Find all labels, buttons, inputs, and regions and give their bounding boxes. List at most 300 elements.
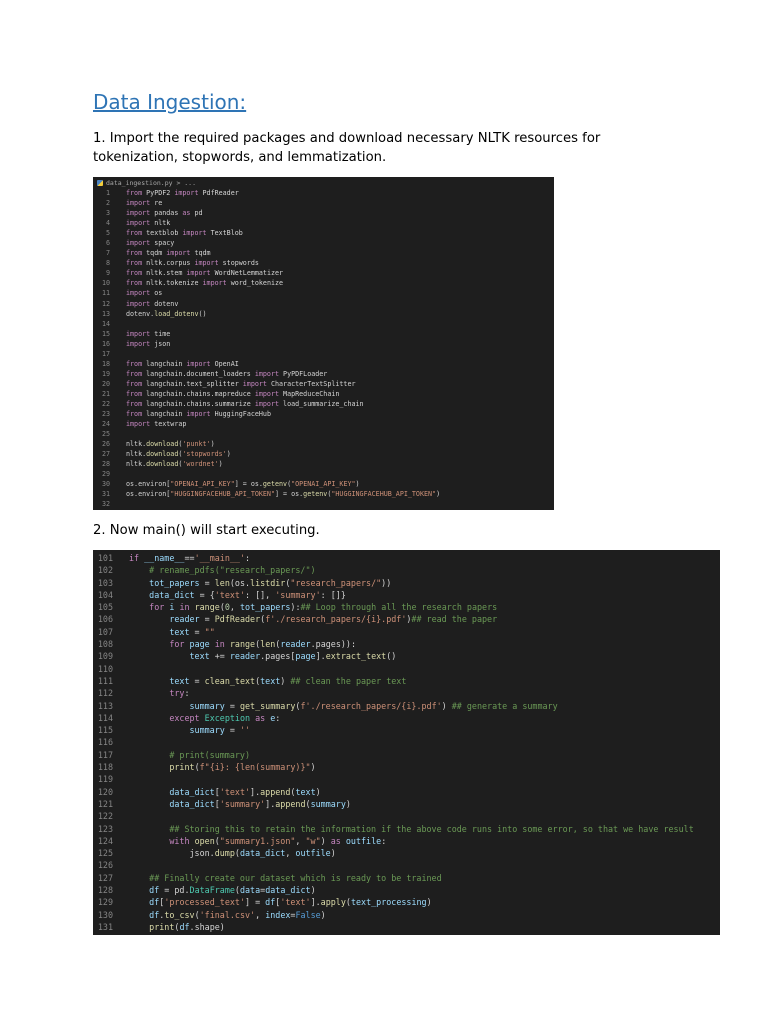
- code-token: (: [219, 602, 225, 613]
- code-text: [129, 613, 497, 625]
- line-number: 2: [105, 199, 110, 208]
- line-number: 8: [105, 259, 110, 268]
- code-token: '': [239, 725, 251, 736]
- code-token: [129, 910, 149, 920]
- line-number: 120: [97, 786, 113, 797]
- code-line: [93, 499, 554, 509]
- code-token: os: [150, 289, 163, 298]
- code-token: clean_text: [204, 675, 256, 686]
- line-number: 123: [97, 823, 113, 834]
- code-token: ] =: [245, 897, 266, 908]
- code-token: langchain.text_splitter: [142, 379, 243, 388]
- code-token: ): [426, 897, 432, 908]
- line-number: 15: [101, 329, 110, 338]
- code-text: [129, 798, 351, 810]
- code-token: ): [218, 460, 223, 469]
- code-token: open: [194, 835, 215, 846]
- code-token: index: [265, 909, 291, 920]
- line-number: 129: [97, 897, 113, 908]
- code-token: from: [126, 389, 143, 398]
- code-token: [129, 688, 169, 698]
- code-token: ].: [265, 798, 276, 809]
- code-token: = pd.: [159, 885, 190, 896]
- code-text: [129, 909, 326, 921]
- code-screenshot-imports: [93, 177, 554, 510]
- code-token: i: [169, 602, 175, 613]
- line-number: 116: [97, 737, 113, 748]
- code-line: [93, 909, 720, 921]
- code-token: import: [126, 239, 151, 248]
- code-line: [93, 319, 554, 329]
- code-text: [126, 359, 239, 369]
- code-token: (: [178, 450, 183, 459]
- code-token: from: [126, 359, 143, 368]
- code-line: [93, 359, 554, 369]
- code-token: text: [295, 786, 316, 797]
- code-token: nltk.stem: [142, 269, 187, 278]
- code-token: OpenAI: [210, 359, 239, 368]
- code-text: [126, 309, 207, 319]
- code-token: import: [254, 399, 280, 408]
- code-token: PyPDF2: [142, 189, 175, 197]
- code-token: f"{i}: {len(summary)}": [199, 762, 311, 773]
- code-text: [126, 479, 360, 489]
- code-text: [129, 872, 442, 884]
- code-token: apply: [320, 897, 346, 908]
- code-token: (: [255, 639, 261, 650]
- code-line: [93, 626, 720, 638]
- code-token: ] = os.: [274, 490, 304, 499]
- code-token: PdfReader: [214, 614, 261, 625]
- code-text: [129, 675, 406, 687]
- code-line: [93, 329, 554, 339]
- code-line: [93, 847, 720, 859]
- code-token: ): [320, 835, 331, 846]
- code-token: "HUGGINGFACEHUB_API_TOKEN": [170, 490, 275, 499]
- line-number: 32: [101, 500, 110, 509]
- code-token: in: [179, 602, 190, 613]
- code-token: pd: [190, 209, 203, 218]
- code-token: =: [224, 725, 240, 736]
- code-token: 'text': [219, 786, 251, 797]
- line-number: 121: [97, 798, 113, 809]
- code-token: (: [178, 440, 183, 449]
- line-number: 7: [105, 249, 110, 258]
- code-line: [93, 188, 554, 198]
- code-line: [93, 736, 720, 748]
- line-number: 6: [105, 239, 110, 248]
- code-token: (: [295, 700, 301, 711]
- line-number: 104: [97, 589, 113, 600]
- code-text: [126, 379, 356, 389]
- code-token: 'text': [280, 897, 311, 908]
- code-token: : [],: [245, 589, 276, 600]
- code-line: [93, 429, 554, 439]
- code-text: [126, 248, 211, 258]
- code-token: [129, 676, 169, 686]
- code-token: import: [254, 369, 280, 378]
- code-token: ): [226, 450, 231, 459]
- code-token: [129, 578, 149, 588]
- code-token: ): [436, 490, 441, 499]
- code-token: __name__: [144, 553, 185, 563]
- code-token: "HUGGINGFACEHUB_API_TOKEN": [331, 490, 437, 499]
- code-token: getenv: [303, 490, 328, 499]
- line-number: 31: [101, 490, 110, 499]
- code-token: MapReduceChain: [279, 389, 340, 398]
- line-number: 26: [101, 440, 110, 449]
- code-token: (: [290, 786, 296, 797]
- code-token: 'summary': [219, 798, 266, 809]
- code-token: import: [186, 269, 211, 278]
- line-number: 128: [97, 885, 113, 896]
- code-text: [126, 459, 223, 469]
- code-token: import: [126, 420, 151, 429]
- code-token: =: [199, 614, 215, 625]
- line-number: 17: [101, 349, 110, 358]
- code-token: load_summarize_chain: [279, 399, 364, 408]
- code-token: [129, 565, 149, 575]
- code-line: [93, 208, 554, 218]
- code-token: get_summary: [239, 700, 296, 711]
- code-line: [93, 439, 554, 449]
- code-token: langchain: [142, 359, 187, 368]
- code-token: (: [255, 675, 261, 686]
- code-token: reader: [169, 614, 200, 625]
- line-number: 130: [97, 909, 113, 920]
- code-text: [129, 786, 321, 798]
- line-number: 21: [101, 389, 110, 398]
- code-line: [93, 248, 554, 258]
- line-number: 111: [97, 675, 113, 686]
- code-token: stopwords: [218, 259, 259, 268]
- code-line: [93, 278, 554, 288]
- code-token: [129, 614, 169, 624]
- code-token: import: [126, 299, 151, 308]
- code-token: from: [126, 369, 143, 378]
- code-line: [93, 309, 554, 319]
- code-token: (: [260, 614, 266, 625]
- code-lines: [93, 552, 720, 933]
- code-token: ): [310, 885, 316, 896]
- code-token: False: [295, 909, 321, 920]
- code-text: [129, 700, 558, 712]
- code-text: [126, 288, 162, 298]
- code-token: langchain: [142, 410, 187, 419]
- step-2-text: 2. Now main() will start executing.: [93, 523, 320, 538]
- code-token: nltk: [150, 219, 171, 228]
- python-file-icon: [97, 180, 103, 186]
- code-text: [129, 835, 386, 847]
- code-line: [93, 675, 720, 687]
- line-number: 18: [101, 359, 110, 368]
- code-token: summary: [310, 798, 346, 809]
- code-token: extract_text: [325, 651, 387, 662]
- code-token: import: [242, 379, 267, 388]
- code-token: ): [315, 786, 321, 797]
- code-text: [129, 749, 250, 761]
- code-line: [93, 761, 720, 773]
- line-number: 3: [105, 209, 110, 218]
- code-line: [93, 419, 554, 429]
- code-token: "research_papers/": [290, 577, 382, 588]
- code-token: (): [198, 309, 207, 318]
- code-text: [129, 638, 356, 650]
- code-token: ## generate a summary: [451, 700, 558, 711]
- code-token: = {: [194, 589, 215, 600]
- code-token: df: [265, 897, 276, 908]
- code-text: [129, 601, 497, 613]
- code-line: [93, 238, 554, 248]
- code-token: in: [214, 639, 225, 650]
- code-line: [93, 896, 720, 908]
- code-line: [93, 489, 554, 499]
- code-text: [129, 564, 316, 576]
- code-line: [93, 389, 554, 399]
- code-token: CharacterTextSplitter: [266, 379, 356, 388]
- code-token: ,: [295, 835, 306, 846]
- code-token: import: [202, 279, 227, 288]
- line-number: 124: [97, 835, 113, 846]
- line-number: 109: [97, 651, 113, 662]
- code-token: reader: [229, 651, 261, 662]
- code-token: 'final.csv': [199, 909, 256, 920]
- code-token: (: [234, 885, 240, 896]
- code-token: [129, 836, 169, 846]
- code-token: data_dict: [149, 589, 195, 600]
- code-text: [129, 847, 336, 859]
- code-token: WordNetLemmatizer: [210, 269, 284, 278]
- code-token: langchain.document_loaders: [142, 369, 255, 378]
- code-token: download: [146, 460, 179, 469]
- line-number: 14: [101, 319, 110, 328]
- line-number: 22: [101, 399, 110, 408]
- code-token: =: [189, 675, 205, 686]
- code-text: [129, 724, 250, 736]
- code-token: # rename_pdfs("research_papers/"): [149, 565, 316, 576]
- line-number: 5: [105, 229, 110, 238]
- code-token: (: [287, 480, 292, 489]
- code-token: append: [275, 798, 306, 809]
- code-token: PyPDFLoader: [279, 369, 328, 378]
- code-token: for: [169, 639, 185, 650]
- code-token: [129, 701, 190, 711]
- code-token: ): [406, 614, 412, 625]
- code-token: import: [186, 410, 211, 419]
- code-token: (: [285, 577, 291, 588]
- code-line: [93, 638, 720, 650]
- line-number: 106: [97, 614, 113, 625]
- line-number: 115: [97, 725, 113, 736]
- code-token: load_dotenv: [154, 309, 199, 318]
- code-token: import: [126, 199, 151, 208]
- line-number: 16: [101, 339, 110, 348]
- code-token: to_csv: [164, 909, 195, 920]
- line-number: 24: [101, 420, 110, 429]
- code-text: [126, 228, 243, 238]
- code-line: [93, 823, 720, 835]
- code-token: [129, 873, 149, 883]
- code-token: for: [149, 602, 165, 613]
- code-token: import: [126, 289, 151, 298]
- code-token: [129, 602, 149, 612]
- code-token: dump: [214, 848, 235, 859]
- line-number: 29: [101, 470, 110, 479]
- code-token: =: [290, 909, 296, 920]
- code-token: "summary1.json": [219, 835, 296, 846]
- code-token: '__main__': [194, 553, 245, 563]
- code-token: "": [204, 626, 215, 637]
- code-text: [129, 921, 225, 933]
- code-text: [126, 238, 174, 248]
- code-text: [129, 589, 346, 601]
- code-token: [: [214, 786, 220, 797]
- code-text: [126, 329, 170, 339]
- code-line: [93, 884, 720, 896]
- code-line: [93, 577, 720, 589]
- code-token: [129, 639, 169, 649]
- code-token: ## read the paper: [411, 614, 498, 625]
- code-token: ): [441, 700, 452, 711]
- code-text: [129, 761, 316, 773]
- code-text: [129, 626, 215, 638]
- line-number: 11: [101, 289, 110, 298]
- code-token: from: [126, 379, 143, 388]
- code-token: import: [182, 229, 207, 238]
- line-number: 10: [101, 279, 110, 288]
- code-token: (: [214, 835, 220, 846]
- code-token: [129, 897, 149, 907]
- code-token: df: [149, 885, 160, 896]
- code-token: [129, 651, 190, 661]
- code-token: data_dict: [169, 798, 215, 809]
- code-token: [129, 824, 169, 834]
- line-number: 28: [101, 460, 110, 469]
- line-number: 110: [97, 663, 113, 674]
- code-token: text: [169, 675, 190, 686]
- code-token: len: [260, 639, 276, 650]
- code-token: as: [330, 835, 341, 846]
- line-number: 4: [105, 219, 110, 228]
- code-line: [93, 299, 554, 309]
- code-token: ,: [229, 602, 240, 613]
- code-token: )): [381, 577, 392, 588]
- code-token: 'stopwords': [182, 450, 227, 459]
- code-text: [126, 389, 339, 399]
- code-text: [126, 268, 283, 278]
- line-number: 107: [97, 626, 113, 637]
- code-token: ): [280, 675, 291, 686]
- code-token: :: [381, 835, 387, 846]
- code-token: time: [150, 329, 171, 338]
- code-token: textblob: [142, 229, 183, 238]
- code-token: [129, 627, 169, 637]
- code-token: data_dict: [239, 848, 286, 859]
- code-token: outfile: [345, 835, 382, 846]
- code-token: (: [345, 897, 351, 908]
- code-token: ): [310, 762, 316, 773]
- code-token: ):: [290, 602, 301, 613]
- code-token: TextBlob: [206, 229, 243, 238]
- code-token: .pages)):: [310, 639, 356, 650]
- code-token: from: [126, 279, 143, 288]
- line-number: 102: [97, 565, 113, 576]
- code-text: [126, 208, 203, 218]
- code-token: json: [150, 339, 171, 348]
- code-token: (: [327, 490, 332, 499]
- code-token: data_dict: [265, 885, 311, 896]
- code-token: from: [126, 399, 143, 408]
- code-token: len: [214, 577, 230, 588]
- code-line: [93, 349, 554, 359]
- code-token: .: [159, 909, 165, 920]
- code-token: (: [234, 848, 240, 859]
- code-line: [93, 835, 720, 847]
- code-line: [93, 564, 720, 576]
- code-line: [93, 339, 554, 349]
- code-token: .shape): [189, 921, 225, 932]
- code-token: PdfReader: [198, 189, 239, 197]
- code-token: import: [254, 389, 280, 398]
- code-text: [126, 439, 215, 449]
- code-token: from: [126, 269, 143, 278]
- line-number: 9: [105, 269, 110, 278]
- code-token: dotenv.: [126, 309, 155, 318]
- breadcrumb-text: data_ingestion.py > ...: [106, 178, 197, 187]
- code-token: from: [126, 229, 143, 238]
- code-token: :: [275, 712, 281, 723]
- code-line: [93, 268, 554, 278]
- code-token: import: [126, 219, 151, 228]
- code-text: [126, 369, 327, 379]
- code-token: [: [159, 897, 165, 908]
- code-token: df: [149, 897, 160, 908]
- code-line: [93, 663, 720, 675]
- code-line: [93, 479, 554, 489]
- code-token: : []}: [320, 589, 346, 600]
- code-token: :: [245, 553, 251, 563]
- code-line: [93, 399, 554, 409]
- code-token: langchain.chains.summarize: [142, 399, 255, 408]
- code-token: text_processing: [350, 897, 427, 908]
- line-number: 127: [97, 872, 113, 883]
- line-number: 118: [97, 762, 113, 773]
- code-text: [129, 687, 190, 699]
- code-token: pandas: [150, 209, 183, 218]
- code-token: =: [189, 626, 205, 637]
- code-token: [129, 922, 149, 932]
- code-text: [126, 399, 364, 409]
- code-token: import: [174, 189, 199, 197]
- code-line: [93, 469, 554, 479]
- code-token: download: [146, 440, 179, 449]
- code-token: tot_papers: [240, 602, 291, 613]
- code-line: [93, 712, 720, 724]
- code-token: import: [126, 329, 151, 338]
- line-number: 119: [97, 774, 113, 785]
- code-token: outfile: [295, 848, 331, 859]
- code-text: [126, 339, 170, 349]
- line-number: 103: [97, 577, 113, 588]
- code-token: (: [194, 909, 200, 920]
- code-token: (: [174, 921, 180, 932]
- code-line: [93, 589, 720, 601]
- code-token: (): [386, 651, 397, 662]
- code-token: [129, 725, 190, 735]
- code-token: 0: [224, 602, 230, 613]
- code-token: [129, 762, 169, 772]
- code-token: 'punkt': [182, 440, 211, 449]
